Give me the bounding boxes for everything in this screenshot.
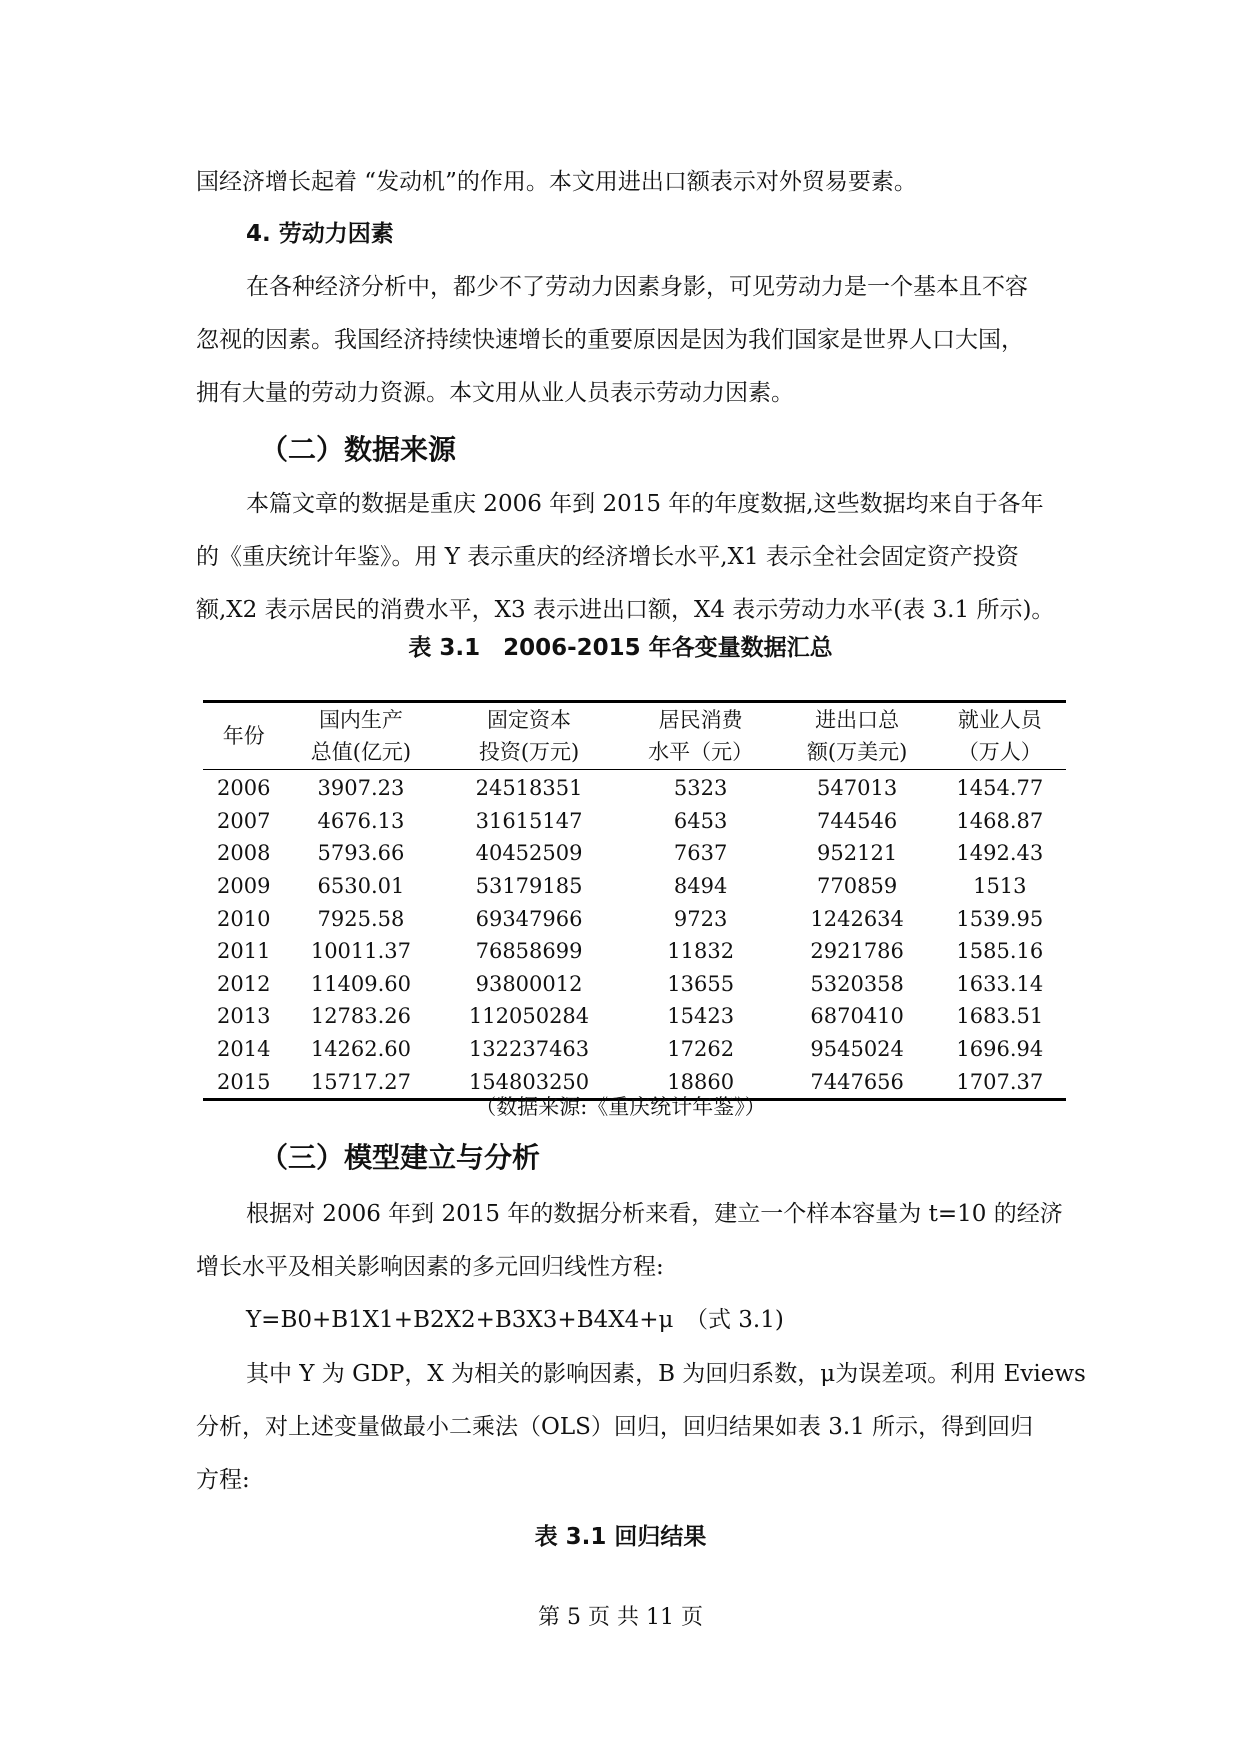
table-cell: 69347966 — [475, 906, 583, 931]
table-cell: 5320358 — [810, 971, 904, 996]
table-cell: 53179185 — [475, 874, 583, 899]
table-cell: 2014 — [217, 1037, 271, 1062]
table-cell: 6453 — [673, 808, 728, 833]
table-cell: 10011.37 — [310, 939, 412, 964]
table-cell: 132237463 — [468, 1037, 590, 1062]
header-line: 进出口总 — [815, 708, 900, 732]
table-cell: 40452509 — [475, 841, 583, 866]
table-caption-regression: 表 3.1 回归结果 — [534, 1524, 707, 1550]
table-row — [203, 770, 1066, 805]
table-cell: 11409.60 — [310, 971, 412, 996]
table-cell: 1683.51 — [956, 1004, 1044, 1029]
section-title-data-source: （二）数据来源 — [260, 433, 457, 466]
section-title-model: （三）模型建立与分析 — [260, 1141, 541, 1174]
header-line: 额(万美元) — [806, 740, 908, 764]
table-cell: 6870410 — [810, 1004, 904, 1029]
regression-formula: Y=B0+B1X1+B2X2+B3X3+B4X4+μ （式 3.1) — [246, 1307, 784, 1333]
table-cell: 2007 — [217, 808, 271, 833]
table-cell: 15717.27 — [310, 1069, 412, 1094]
table-header-cell — [437, 702, 620, 770]
table-cell: 11832 — [667, 939, 735, 964]
table-header-cell — [284, 702, 437, 770]
table-cell: 1707.37 — [956, 1069, 1044, 1094]
table-caption: 表 3.1 2006-2015 年各变量数据汇总 — [408, 635, 833, 661]
table-cell: 18860 — [667, 1069, 735, 1094]
table-cell: 2015 — [217, 1069, 271, 1094]
paragraph-line: 增长水平及相关影响因素的多元回归线性方程: — [196, 1254, 664, 1280]
header-line: 年份 — [222, 724, 265, 748]
table-row — [203, 1033, 1066, 1066]
table-cell: 17262 — [667, 1037, 735, 1062]
header-line: 总值(亿元) — [310, 740, 412, 764]
table-cell: 2013 — [217, 1004, 271, 1029]
paragraph-line: 的《重庆统计年鉴》。用 Y 表示重庆的经济增长水平,X1 表示全社会固定资产投资 — [196, 544, 1019, 570]
table-cell: 93800012 — [475, 971, 583, 996]
table-row — [203, 902, 1066, 935]
table-cell: 2008 — [217, 841, 271, 866]
header-line: （万人） — [957, 740, 1042, 764]
table-cell: 7925.58 — [317, 906, 405, 931]
table-header-cell — [621, 702, 781, 770]
table-cell: 1539.95 — [956, 906, 1044, 931]
table-row — [203, 1000, 1066, 1033]
table-cell: 24518351 — [475, 776, 583, 801]
paragraph-line: 忽视的因素。我国经济持续快速增长的重要原因是因为我们国家是世界人口大国， — [196, 327, 1024, 353]
table-cell: 1492.43 — [956, 841, 1044, 866]
table-cell: 770859 — [817, 874, 898, 899]
table-row — [203, 968, 1066, 1001]
table-cell: 13655 — [667, 971, 735, 996]
table-header-cell — [203, 702, 284, 770]
table-cell: 2010 — [217, 906, 271, 931]
table-cell: 15423 — [667, 1004, 735, 1029]
data-table — [203, 700, 1066, 1101]
header-line: 投资(万元) — [478, 740, 580, 764]
table-row — [203, 805, 1066, 838]
subheading-labor: 4. 劳动力因素 — [246, 221, 394, 247]
paragraph-line: 其中 Y 为 GDP，X 为相关的影响因素，B 为回归系数，μ为误差项。利用 Eviews — [246, 1361, 1086, 1387]
table-cell: 9723 — [673, 906, 728, 931]
paragraph-line: 拥有大量的劳动力资源。本文用从业人员表示劳动力因素。 — [196, 380, 794, 406]
header-line: 国内生产 — [318, 708, 403, 732]
table-source-note: （数据来源:《重庆统计年鉴》） — [475, 1095, 766, 1119]
table-cell: 3907.23 — [317, 776, 405, 801]
table-header-row — [203, 702, 1066, 770]
table-cell: 1242634 — [810, 906, 904, 931]
table-cell: 547013 — [817, 776, 898, 801]
table-cell: 154803250 — [468, 1069, 590, 1094]
table-body — [203, 770, 1066, 1100]
table-cell: 7637 — [673, 841, 728, 866]
table-cell: 6530.01 — [317, 874, 405, 899]
table-cell: 744546 — [817, 808, 898, 833]
table-cell: 12783.26 — [310, 1004, 412, 1029]
table-cell: 2011 — [217, 939, 271, 964]
table-cell: 1633.14 — [956, 971, 1044, 996]
table-header-cell — [934, 702, 1066, 770]
table-cell: 7447656 — [810, 1069, 904, 1094]
table-cell: 1468.87 — [956, 808, 1044, 833]
paragraph-line: 根据对 2006 年到 2015 年的数据分析来看，建立一个样本容量为 t=10 的经济 — [246, 1201, 1063, 1227]
table-header-cell — [781, 702, 934, 770]
paragraph-line: 本篇文章的数据是重庆 2006 年到 2015 年的年度数据,这些数据均来自于各年 — [246, 491, 1044, 517]
table-cell: 8494 — [673, 874, 728, 899]
table-cell: 76858699 — [475, 939, 583, 964]
paragraph-line: 分析，对上述变量做最小二乘法（OLS）回归，回归结果如表 3.1 所示，得到回归 — [196, 1414, 1034, 1440]
table-cell: 14262.60 — [310, 1037, 412, 1062]
table-cell: 2009 — [217, 874, 271, 899]
table-cell: 2012 — [217, 971, 271, 996]
table-cell: 1454.77 — [956, 776, 1044, 801]
table-cell: 5793.66 — [317, 841, 405, 866]
table-cell: 1696.94 — [956, 1037, 1044, 1062]
page-footer: 第 5 页 共 11 页 — [538, 1605, 703, 1630]
paragraph-line: 国经济增长起着 “发动机”的作用。本文用进出口额表示对外贸易要素。 — [196, 169, 917, 195]
table-cell: 1585.16 — [956, 939, 1044, 964]
table-cell: 952121 — [817, 841, 898, 866]
table-row — [203, 935, 1066, 968]
table-cell: 5323 — [673, 776, 728, 801]
table-cell: 112050284 — [468, 1004, 590, 1029]
table-cell: 9545024 — [810, 1037, 904, 1062]
paragraph-line: 额,X2 表示居民的消费水平，X3 表示进出口额，X4 表示劳动力水平(表 3.1 所示)。 — [196, 597, 1055, 623]
header-line: 固定资本 — [487, 708, 572, 732]
header-line: 水平（元） — [648, 740, 754, 764]
table-cell: 2006 — [217, 776, 271, 801]
header-line: 就业人员 — [957, 708, 1042, 732]
paragraph-line: 在各种经济分析中，都少不了劳动力因素身影，可见劳动力是一个基本且不容 — [246, 274, 1028, 300]
table-cell: 2921786 — [810, 939, 904, 964]
table-cell: 1513 — [973, 874, 1027, 899]
paragraph-line: 方程: — [196, 1467, 250, 1493]
header-line: 居民消费 — [658, 708, 743, 732]
table-row — [203, 870, 1066, 903]
table-row — [203, 837, 1066, 870]
table-cell: 4676.13 — [317, 808, 405, 833]
table-cell: 31615147 — [475, 808, 583, 833]
